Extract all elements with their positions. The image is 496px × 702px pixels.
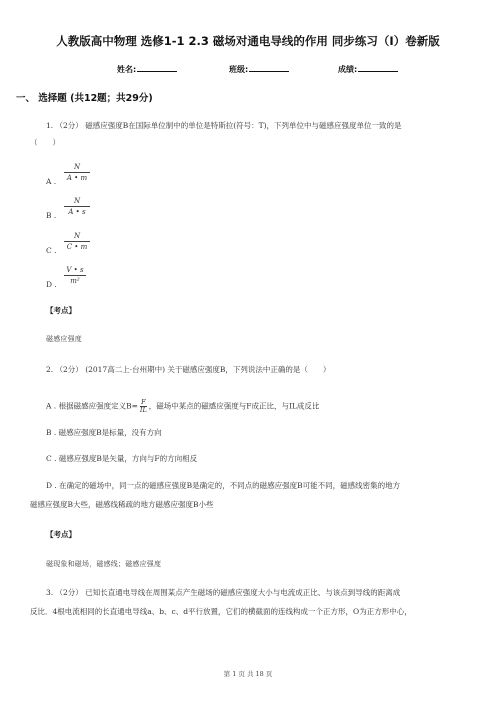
q1-option-c-fraction — [64, 232, 90, 251]
class-blank — [249, 64, 289, 72]
q1-option-a-fraction — [64, 163, 90, 182]
q2-option-a — [46, 399, 319, 414]
name-blank — [137, 64, 177, 72]
q1-option-c-letter: C . — [46, 246, 57, 255]
name-label: 姓名: — [117, 65, 137, 74]
q1-option-b-num: N — [73, 197, 81, 205]
q2-option-d-line1: D . 在确定的磁场中，同一点的磁感应强度B是确定的，不同点的磁感应强度B可能不同，磁感线密集的地方 — [46, 481, 401, 490]
q2-option-a-den: IL — [139, 406, 147, 414]
q2-option-a-post: ，磁场中某点的磁感应强度与F成正比，与IL成反比 — [148, 401, 320, 411]
q1-option-b-letter: B . — [46, 211, 57, 220]
q2-option-a-pre: A . 根据磁感应强度定义B= — [46, 401, 138, 411]
q1-stem-line2: （ ） — [30, 138, 60, 147]
q1-option-d-num: V • s — [66, 266, 84, 274]
q1-option-c-den: C • m — [66, 243, 88, 251]
q1-option-a-num: N — [73, 163, 81, 171]
q1-option-b-den: A • s — [68, 208, 86, 216]
q1-option-b-fraction — [64, 197, 90, 216]
q1-option-c-num: N — [73, 232, 81, 240]
class-label: 班级: — [229, 65, 249, 74]
q2-option-b: B . 磁感应强度B是标量，没有方向 — [46, 428, 162, 437]
name-field — [117, 64, 177, 75]
q1-option-d-fraction — [64, 266, 86, 285]
q2-option-a-num: F — [141, 398, 146, 406]
score-label: 成绩: — [338, 65, 358, 74]
q1-option-d-den: m² — [70, 277, 80, 285]
q3-line1: 3. （2分） 已知长直通电导线在周围某点产生磁场的磁感应强度大小与电流成正比、与该点到导线的距离成 — [46, 588, 401, 597]
score-field — [338, 64, 398, 75]
page-title: 人教版高中物理 选修1-1 2.3 磁场对通电导线的作用 同步练习（I）卷新版 — [56, 34, 440, 48]
q1-kaodian-text: 磁感应强度 — [46, 335, 82, 343]
q2-stem: 2. （2分） (2017高二上·台州期中) 关于磁感应强度B，下列说法中正确的是（ ） — [46, 365, 331, 374]
q2-option-c: C . 磁感应强度B是矢量，方向与F的方向相反 — [46, 454, 198, 463]
q2-option-d-line2: 磁感应强度B大些，磁感线稀疏的地方磁感应强度B小些 — [30, 500, 214, 509]
score-blank — [358, 64, 398, 72]
q1-stem-line1: 1. （2分） 磁感应强度B在国际单位制中的单位是特斯拉(符号：T)，下列单位中与磁感应强度单位一致的是 — [46, 121, 402, 130]
page-footer: 第 1 页 共 18 页 — [223, 670, 273, 678]
q2-kaodian-text: 磁现象和磁场，磁感线；磁感应强度 — [46, 560, 162, 568]
q1-option-a-letter: A . — [46, 177, 57, 186]
q1-kaodian-label: 【考点】 — [46, 306, 76, 315]
q2-option-a-fraction — [140, 399, 147, 414]
q3-line2: 反比．4根电流相同的长直通电导线a、b、c、d平行放置，它们的横截面的连线构成一个正方形，O为正方形中心， — [30, 607, 412, 616]
q1-option-d-letter: D . — [46, 280, 57, 289]
class-field — [229, 64, 289, 75]
q2-kaodian-label: 【考点】 — [46, 530, 76, 539]
section-heading: 一、 选择题 (共12题；共29分) — [16, 93, 153, 104]
q1-option-a-den: A • m — [66, 174, 88, 182]
